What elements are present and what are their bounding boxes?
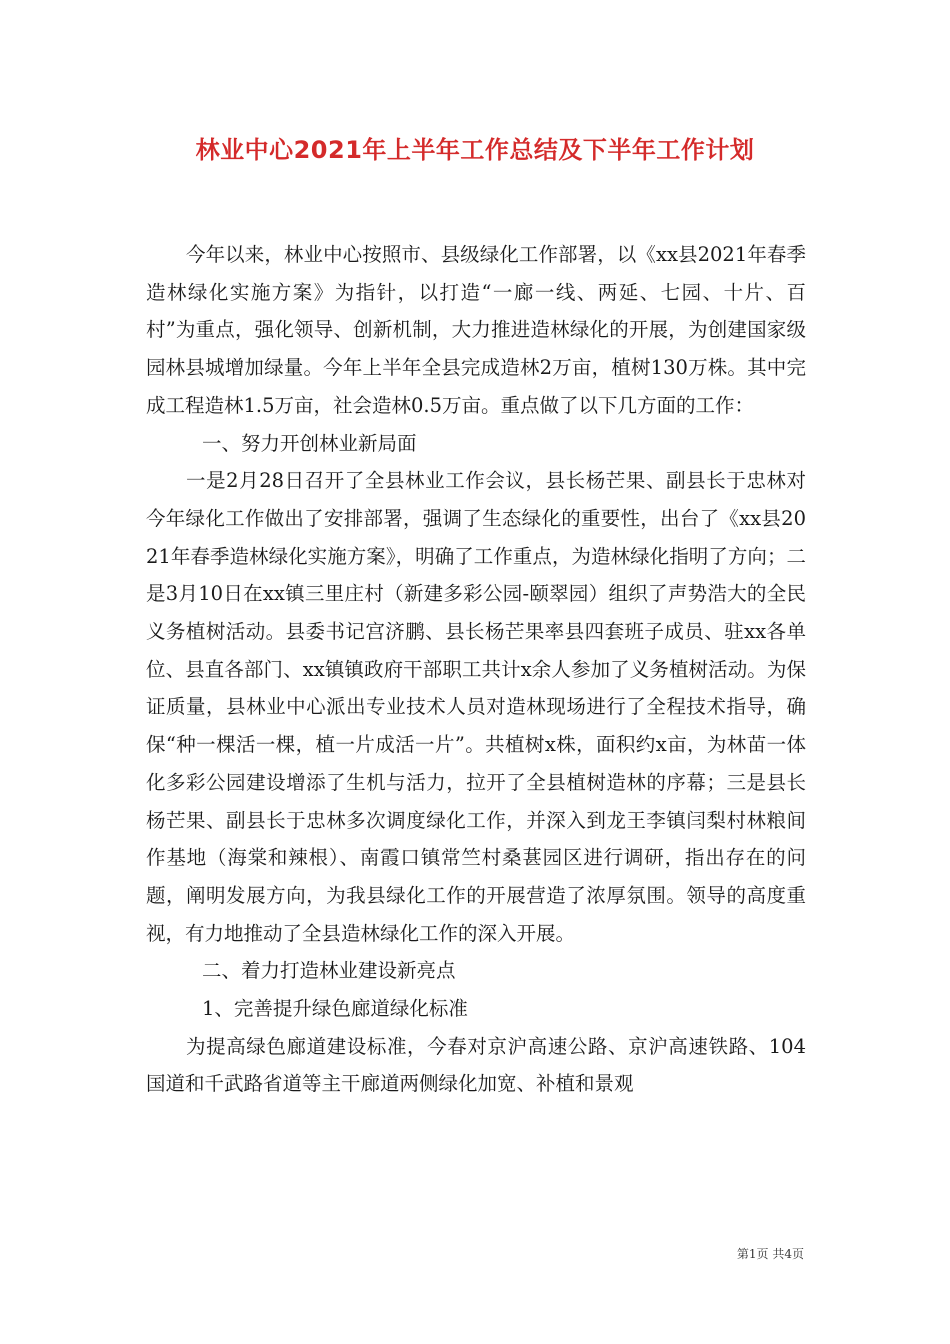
intro-paragraph: 今年以来，林业中心按照市、县级绿化工作部署，以《xx县2021年春季造林绿化实施方案》为指针，以打造“一廊一线、两延、七园、十片、百村”为重点，强化领导、创新机制，大力推进造林绿化的开展，为创建国家级园林县城增加绿量。今年上半年全县完成造林2万亩，植树130万株。其中完成工程造林1.5万亩，社会造林0.5万亩。重点做了以下几方面的工作： [146, 243, 806, 417]
document-body [146, 236, 806, 1103]
section-heading-2: 二、着力打造林业建设新亮点 [202, 959, 456, 983]
document-title: 林业中心2021年上半年工作总结及下半年工作计划 [195, 136, 755, 164]
subsection-heading-1: 1、完善提升绿色廊道绿化标准 [202, 997, 468, 1021]
subsection-1-paragraph: 为提高绿色廊道建设标准，今春对京沪高速公路、京沪高速铁路、104国道和千武路省道等主干廊道两侧绿化加宽、补植和景观 [146, 1034, 806, 1096]
section-heading-1: 一、努力开创林业新局面 [202, 431, 417, 455]
page-number: 第1页 共4页 [736, 1247, 804, 1261]
section-1-paragraph: 一是2月28日召开了全县林业工作会议，县长杨芒果、副县长于忠林对今年绿化工作做出了安排部署，强调了生态绿化的重要性，出台了《xx县2021年春季造林绿化实施方案》，明确了工作重点，为造林绿化指明了方向；二是3月10日在xx镇三里庄村（新建多彩公园-颐翠园）组织了声势浩大的全民义务植树活动。县委书记宫济鹏、县长杨芒果率县四套班子成员、驻xx各单位、县直各部门、xx镇镇政府干部职工共计x余人参加了义务植树活动。为保证质量，县林业中心派出专业技术人员对造林现场进行了全程技术指导，确保“种一棵活一棵，植一片成活一片”。共植树x株，面积约x亩，为林苗一体化多彩公园建设增添了生机与活力，拉开了全县植树造林的序幕；三是县长杨芒果、副县长于忠林多次调度绿化工作，并深入到龙王李镇闫梨村林粮间作基地（海棠和辣根）、南霞口镇常竺村桑葚园区进行调研，指出存在的问题，阐明发展方向，为我县绿化工作的开展营造了浓厚氛围。领导的高度重视，有力地推动了全县造林绿化工作的深入开展。 [146, 469, 806, 945]
